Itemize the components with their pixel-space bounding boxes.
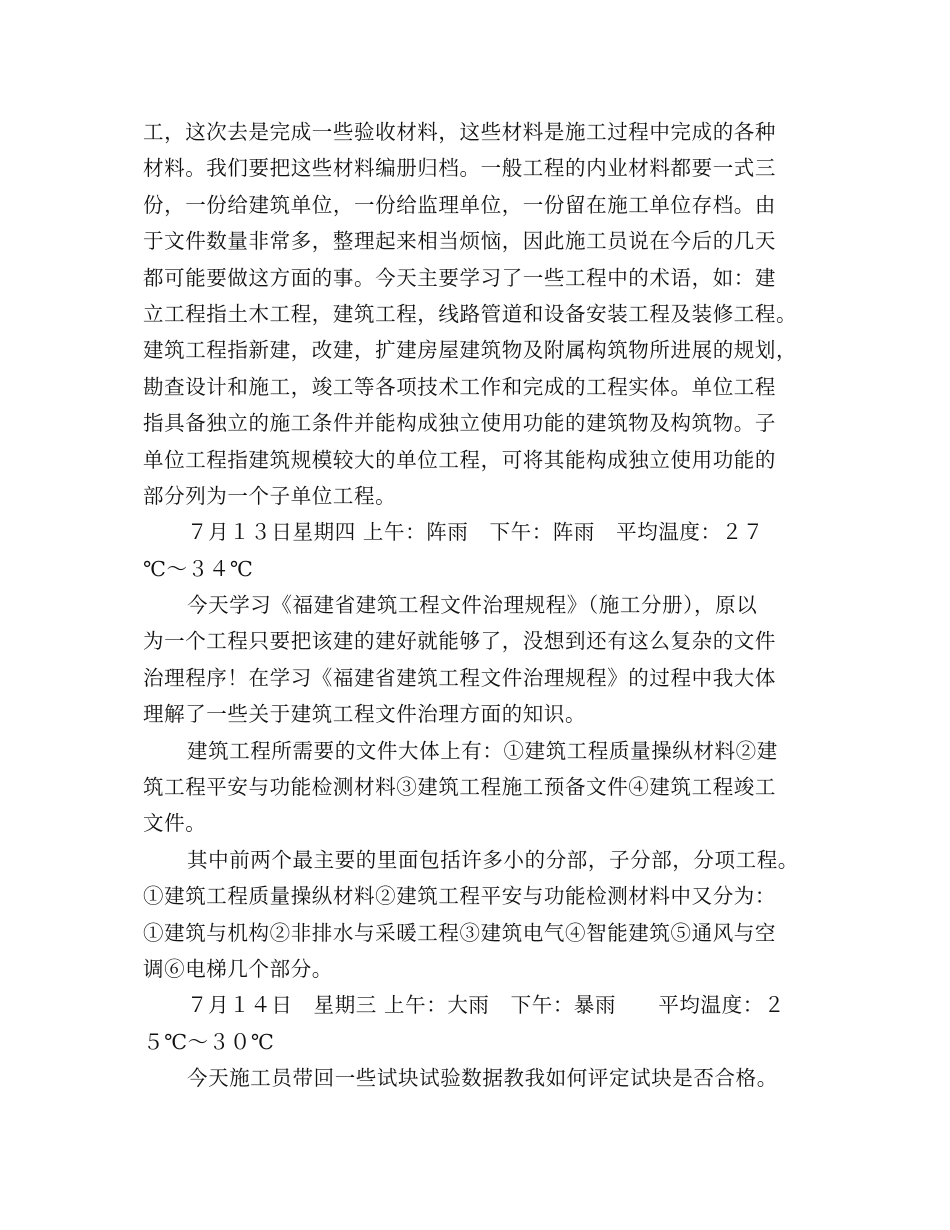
body-line: 其中前两个最主要的里面包括许多小的分部，子分部，分项工程。: [187, 847, 799, 872]
diary-date-line: ℃～３４℃: [143, 556, 254, 581]
diary-date-line: ７月１４日 星期三 上午：大雨 下午：暴雨 平均温度：２: [187, 993, 785, 1018]
body-line: ①建筑工程质量操纵材料②建筑工程平安与功能检测材料中又分为：: [143, 884, 776, 909]
body-line: 工，这次去是完成一些验收材料，这些材料是施工过程中完成的各种: [143, 120, 776, 144]
body-line: 材料。我们要把这些材料编册归档。一般工程的内业材料都要一式三: [143, 156, 776, 181]
document-body: [143, 114, 819, 1097]
body-line: 建筑工程所需要的文件大体上有：①建筑工程质量操纵材料②建: [187, 738, 778, 763]
body-line: 立工程指土木工程，建筑工程，线路管道和设备安装工程及装修工程。: [143, 301, 798, 326]
body-line: 理解了一些关于建筑工程文件治理方面的知识。: [143, 702, 587, 727]
body-line: 份，一份给建筑单位，一份给监理单位，一份留在施工单位存档。由: [143, 192, 776, 217]
diary-date-line: ７月１３日星期四 上午：阵雨 下午：阵雨 平均温度：２７: [187, 520, 764, 545]
body-line: 单位工程指建筑规模较大的单位工程，可将其能构成独立使用功能的: [143, 447, 776, 472]
diary-date-line: ５℃～３０℃: [143, 1029, 275, 1054]
body-line: 于文件数量非常多，整理起来相当烦恼，因此施工员说在今后的几天: [143, 229, 776, 254]
body-line: 筑工程平安与功能检测材料③建筑工程施工预备文件④建筑工程竣工: [143, 775, 776, 800]
body-line: 指具备独立的施工条件并能构成独立使用功能的建筑物及构筑物。子: [143, 411, 776, 436]
body-line: 都可能要做这方面的事。今天主要学习了一些工程中的术语，如：建: [143, 265, 776, 290]
body-line: 部分列为一个子单位工程。: [143, 483, 397, 508]
body-line: 调⑥电梯几个部分。: [143, 956, 333, 981]
body-line: ①建筑与机构②非排水与采暖工程③建筑电气④智能建筑⑤通风与空: [143, 920, 776, 945]
body-line: 今天学习《福建省建筑工程文件治理规程》（施工分册），原以: [187, 593, 758, 618]
body-line: 建筑工程指新建，改建，扩建房屋建筑物及附属构筑物所进展的规划，: [143, 338, 798, 363]
body-line: 治理程序！在学习《福建省建筑工程文件治理规程》的过程中我大体: [143, 665, 776, 690]
body-line: 为一个工程只要把该建的建好就能够了，没想到还有这么复杂的文件: [143, 629, 776, 654]
body-line: 勘查设计和施工，竣工等各项技术工作和完成的工程实体。单位工程: [143, 374, 776, 399]
body-line: 文件。: [143, 811, 207, 836]
body-line: 今天施工员带回一些试块试验数据教我如何评定试块是否合格。: [187, 1066, 778, 1091]
